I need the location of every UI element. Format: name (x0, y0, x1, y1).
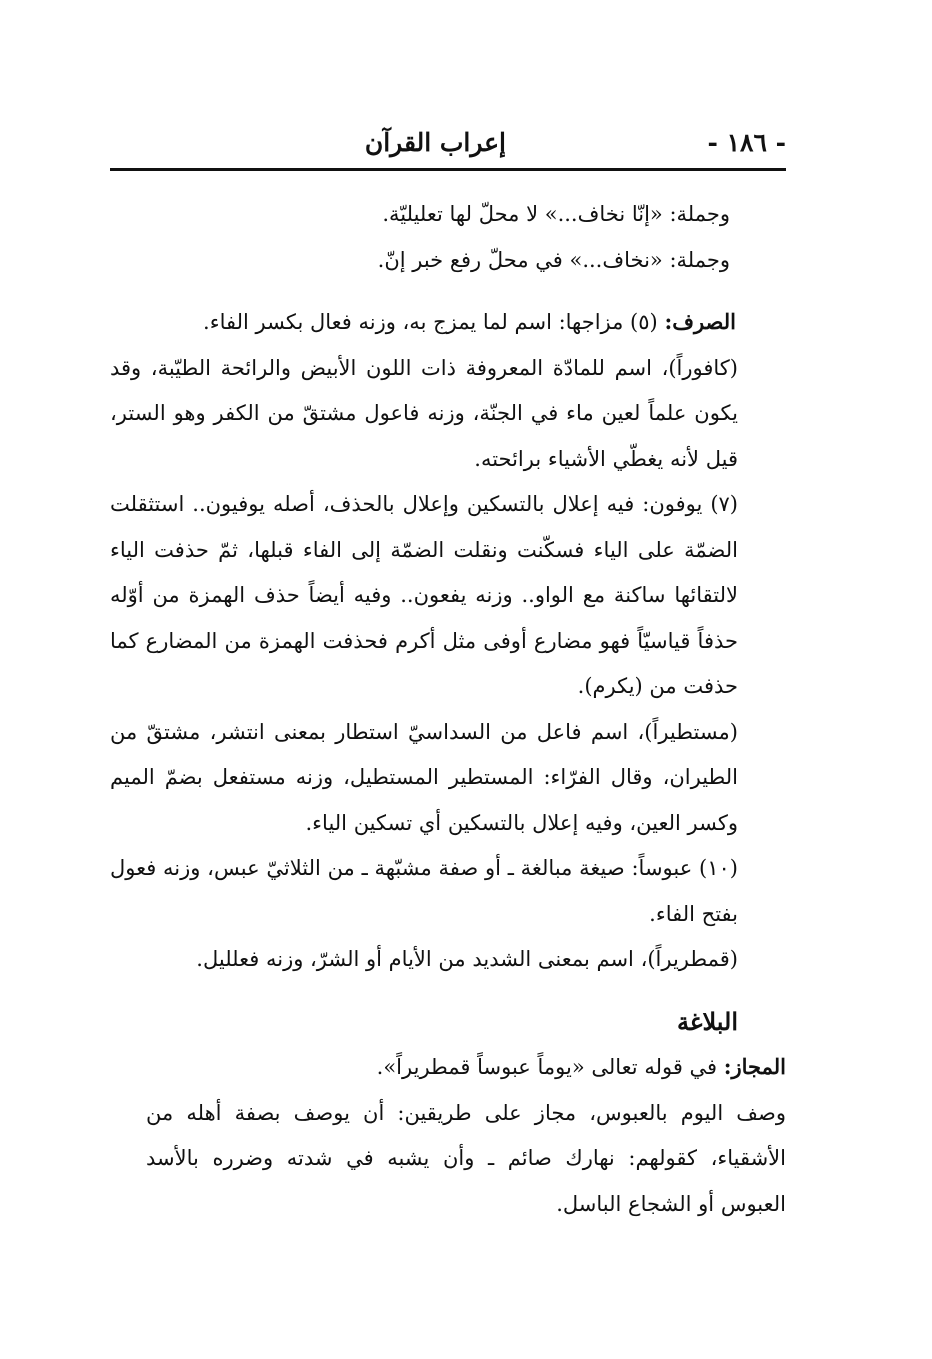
header-rule (110, 168, 786, 171)
page-number: - ١٨٦ - (707, 128, 786, 157)
sarf-text: (٥) مزاجها: اسم لما يمزج به، وزنه فعال بكسر الفاء. (203, 310, 658, 334)
irab-line: وجملة: «إنّا نخاف...» لا محلّ لها تعليليّة. (382, 202, 730, 226)
sarf-paragraph: (١٠) عبوساً: صيغة مبالغة ـ أو صفة مشبّهة ـ من الثلاثيّ عبس، وزنه فعول بفتح الفاء. (110, 856, 738, 926)
sarf-paragraph: (مستطيراً)، اسم فاعل من السداسيّ استطار بمعنى انتشر، مشتقّ من الطيران، وقال الفرّاء: المستطير المستطيل، وزنه مستفعل بضمّ الميم وكسر العين، وفيه إعلال بالتسكين أي تسكين الياء. (110, 719, 738, 835)
sarf-paragraph: (كافوراً)، اسم للمادّة المعروفة ذات اللون الأبيض والرائحة الطيّبة، وقد يكون علماً لعين ماء في الجنّة، وزنه فاعول مشتقّ من الكفر وهو الستر، قيل لأنه يغطّي الأشياء برائحته. (110, 355, 738, 471)
balagha-intro (110, 1044, 786, 1091)
sarf-paragraph (110, 299, 786, 346)
balagha-label: المجاز: (723, 1054, 786, 1079)
sarf-paragraph: (قمطريراً)، اسم بمعنى الشديد من الأيام أو الشرّ، وزنه فعلليل. (196, 947, 738, 971)
page-body (110, 192, 786, 1227)
balagha-intro-text: في قوله تعالى «يوماً عبوساً قمطريراً». (376, 1055, 718, 1079)
irab-line: وجملة: «نخاف...» في محلّ رفع خبر إنّ. (377, 247, 730, 272)
sarf-paragraph: (٧) يوفون: فيه إعلال بالتسكين وإعلال بالحذف، أصله يوفيون.. استثقلت الضمّة على الياء فسكّنت ونقلت الضمّة إلى الفاء قبلها، ثمّ حذفت الياء لالتقائها ساكنة مع الواو.. وزنه يفعون.. وفيه أيضاً حذف الهمزة من أوّله حذفاً قياسيّاً فهو مضارع أوفى مثل أكرم فحذفت الهمزة من المضارع كما حذفت من (يكرم). (110, 492, 738, 698)
balagha-paragraph: وصف اليوم بالعبوس، مجاز على طريقين: أن يوصف بصفة أهله من الأشقياء، كقولهم: نهارك صائم ـ وأن يشبه في شدته وضرره بالأسد العبوس أو الشجاع الباسل. (146, 1100, 786, 1216)
section-heading: البلاغة (677, 1006, 738, 1036)
page-header (110, 122, 786, 164)
sarf-label: الصرف: (664, 309, 736, 334)
running-title: إعراب القرآن (364, 128, 506, 157)
